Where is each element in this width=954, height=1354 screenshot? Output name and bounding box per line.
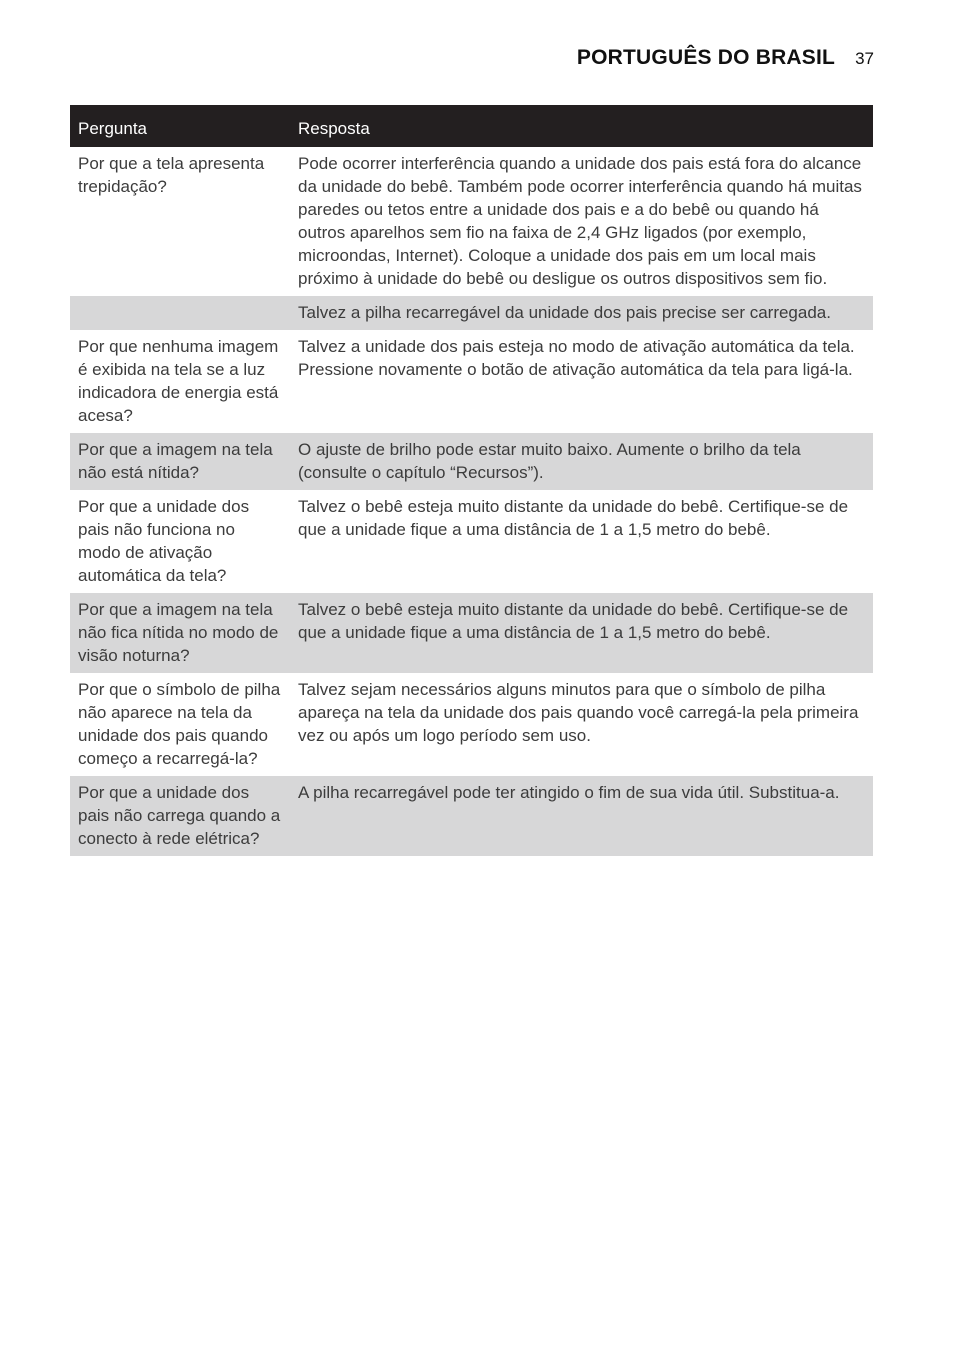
question-cell: Por que a imagem na tela não fica nítida no modo de visão noturna? [70,593,290,673]
answer-cell: Talvez a pilha recarregável da unidade dos pais precise ser carregada. [290,296,873,330]
language-heading: PORTUGUÊS DO BRASIL [576,46,836,69]
page-number: 37 [855,49,874,68]
answer-cell: Talvez o bebê esteja muito distante da unidade do bebê. Certifique-se de que a unidade fique a uma distância de 1 a 1,5 metro do bebê. [290,593,873,673]
table-row [70,330,873,433]
table-row [70,490,873,593]
page-header [577,46,874,70]
table-header-row [70,105,873,147]
question-cell: Por que a unidade dos pais não carrega quando a conecto à rede elétrica? [70,776,290,856]
answer-cell: A pilha recarregável pode ter atingido o fim de sua vida útil. Substitua-a. [290,776,873,856]
question-cell: Por que a unidade dos pais não funciona no modo de ativação automática da tela? [78,497,250,585]
answer-cell: Pode ocorrer interferência quando a unidade dos pais está fora do alcance da unidade do bebê. Também pode ocorrer interferência quando há muitas paredes ou tetos entre a unidade dos pais e a do bebê ou quando há outros aparelhos sem fio na faixa de 2,4 GHz ligados (por exemplo, microondas, Internet). Coloque a unidade dos pais em um local mais próximo à unidade do bebê ou desligue os outros dispositivos sem fio. [298,154,862,288]
answer-cell: O ajuste de brilho pode estar muito baixo. Aumente o brilho da tela (consulte o capítulo “Recursos”). [290,433,873,490]
question-cell: Por que nenhuma imagem é exibida na tela se a luz indicadora de energia está acesa? [78,337,279,425]
answer-cell: Talvez a unidade dos pais esteja no modo de ativação automática da tela. Pressione novamente o botão de ativação automática da tela para ligá-la. [298,337,855,379]
table-row [70,593,873,673]
question-cell: Por que o símbolo de pilha não aparece na tela da unidade dos pais quando começo a recarregá-la? [78,680,281,768]
question-cell: Por que a tela apresenta trepidação? [78,154,265,196]
question-cell: Por que a imagem na tela não está nítida? [70,433,290,490]
table-row [70,296,873,330]
answer-cell: Talvez sejam necessários alguns minutos para que o símbolo de pilha apareça na tela da unidade dos pais quando você carregá-la pela primeira vez ou após um logo período sem uso. [298,680,859,745]
column-header-answer: Resposta [290,105,873,147]
table-row [70,433,873,490]
faq-table [70,105,873,856]
answer-cell: Talvez o bebê esteja muito distante da unidade do bebê. Certifique-se de que a unidade fique a uma distância de 1 a 1,5 metro do bebê. [298,497,849,539]
table-row [70,147,873,296]
table-row [70,673,873,776]
column-header-question: Pergunta [70,105,290,147]
table-row [70,776,873,856]
question-cell [70,296,290,330]
